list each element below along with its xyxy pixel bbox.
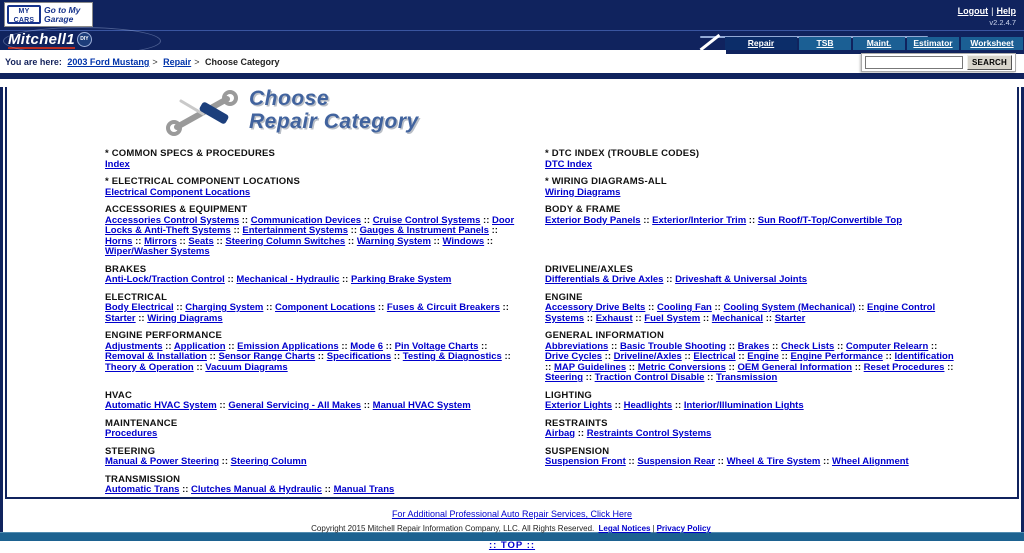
brand-name: Mitchell1	[8, 31, 75, 48]
category-link[interactable]: Adjustments	[105, 340, 163, 352]
link-separator: ::	[219, 456, 231, 467]
category-link[interactable]: Manual HVAC System	[372, 400, 471, 411]
link-separator: ::	[944, 361, 954, 373]
category-link[interactable]: Check Lists	[780, 340, 835, 352]
link-separator: ::	[769, 340, 781, 352]
link-separator: ::	[882, 351, 895, 362]
category-link[interactable]: Traction Control Disable	[594, 372, 705, 383]
category-section	[545, 293, 959, 325]
breadcrumb-vehicle-link[interactable]: 2003 Ford Mustang	[67, 57, 150, 67]
link-separator: ::	[602, 351, 614, 362]
category-link[interactable]: General Servicing - All Makes	[228, 400, 362, 411]
category-links	[105, 188, 519, 199]
breadcrumb-prefix: You are here:	[5, 57, 62, 67]
help-link[interactable]: Help	[996, 6, 1016, 16]
category-heading: ELECTRICAL	[105, 291, 168, 303]
category-section	[545, 177, 959, 198]
category-link[interactable]: Wiring Diagrams	[545, 186, 621, 198]
link-separator: ::	[345, 235, 357, 247]
link-separator: ::	[735, 351, 748, 362]
category-link[interactable]: Mechanical - Hydraulic	[236, 274, 340, 285]
link-separator: ::	[339, 274, 351, 285]
link-separator: ::	[315, 351, 327, 362]
link-separator: ::	[430, 235, 443, 247]
category-link[interactable]: Seats	[188, 235, 214, 247]
link-separator: ::	[852, 361, 864, 373]
category-heading: LIGHTING	[545, 389, 592, 401]
link-separator: ::	[321, 484, 334, 495]
link-separator: ::	[778, 351, 791, 362]
category-link[interactable]: Mirrors	[144, 235, 177, 247]
category-section	[105, 419, 519, 440]
page-body	[0, 87, 1024, 551]
category-heading: STEERING	[105, 445, 156, 457]
link-separator: ::	[640, 214, 653, 226]
link-separator: ::	[834, 340, 846, 352]
link-separator: ::	[763, 312, 775, 324]
additional-services-link[interactable]: For Additional Professional Auto Repair Services, Click Here	[391, 509, 633, 519]
license-plate-icon	[7, 5, 41, 24]
logout-link[interactable]: Logout	[957, 6, 989, 16]
category-link[interactable]: Differentials & Drive Axles	[545, 274, 664, 285]
go-to-garage-label: Go to My Garage	[44, 4, 81, 24]
category-link[interactable]: Driveshaft & Universal Joints	[675, 274, 808, 285]
category-link[interactable]: Automatic HVAC System	[105, 400, 217, 411]
content-box	[5, 87, 1019, 499]
link-separator: ::	[361, 400, 373, 411]
category-links	[545, 342, 959, 384]
session-links	[958, 6, 1016, 16]
category-link[interactable]: Steering Column	[230, 456, 307, 467]
category-link[interactable]: Automatic Trans	[105, 484, 180, 495]
category-section	[105, 331, 519, 384]
category-heading: ENGINE PERFORMANCE	[105, 330, 223, 341]
category-link[interactable]: Emission Applications	[237, 340, 339, 352]
category-heading: DRIVELINE/AXLES	[545, 263, 633, 275]
link-separator: ::	[173, 302, 186, 313]
category-link[interactable]: Wheel Alignment	[832, 456, 909, 467]
link-separator: ::	[700, 312, 712, 324]
category-section	[105, 391, 519, 412]
category-link[interactable]: Exterior/Interior Trim	[652, 214, 747, 226]
link-separator: ::	[179, 484, 192, 495]
category-section	[105, 293, 519, 325]
link-separator: ::	[135, 312, 148, 324]
category-links	[545, 275, 959, 286]
link-separator: ::	[626, 361, 638, 373]
breadcrumb-current: Choose Category	[204, 57, 280, 67]
diy-badge: DIY	[77, 32, 92, 47]
category-link[interactable]: Identification	[894, 351, 954, 362]
link-separator: ::	[545, 361, 554, 373]
header	[0, 0, 1024, 50]
category-links	[545, 303, 959, 324]
category-section	[545, 205, 959, 258]
category-link[interactable]: Horns	[105, 235, 133, 247]
category-links	[105, 485, 519, 496]
breadcrumb-repair-link[interactable]: Repair	[163, 57, 192, 67]
link-separator: ::	[820, 456, 832, 467]
breadcrumb-separator: >	[152, 57, 158, 67]
category-links	[105, 160, 519, 171]
link-separator: ::	[488, 225, 498, 236]
category-link[interactable]: Vacuum Diagrams	[205, 361, 288, 373]
category-heading: MAINTENANCE	[105, 417, 178, 429]
search-panel	[861, 53, 1016, 72]
link-separator: ::	[375, 302, 387, 313]
category-link[interactable]: Abbreviations	[545, 340, 609, 352]
privacy-policy-link[interactable]: Privacy Policy	[656, 524, 711, 533]
category-heading: HVAC	[105, 389, 133, 401]
link-separator: ::	[584, 312, 596, 324]
page-title-line2: Repair Category	[249, 110, 419, 133]
category-link[interactable]: Manual Trans	[333, 484, 395, 495]
category-links	[545, 160, 959, 171]
link-separator: ::	[213, 235, 226, 247]
category-link[interactable]: Exterior Lights	[545, 400, 613, 411]
category-link[interactable]: Door Locks & Anti-Theft Systems	[105, 214, 515, 236]
category-link[interactable]: Steering	[545, 372, 584, 383]
category-section	[105, 177, 519, 198]
category-link[interactable]: Windows	[442, 235, 485, 247]
category-links	[545, 216, 959, 227]
link-separator: ::	[608, 340, 620, 352]
category-link[interactable]: Communication Devices	[250, 214, 362, 226]
category-link[interactable]: Starter	[105, 312, 136, 324]
divider: |	[991, 6, 994, 16]
category-links	[105, 429, 519, 440]
link-separator: ::	[681, 351, 694, 362]
category-section	[105, 475, 519, 496]
category-heading: ENGINE	[545, 291, 583, 303]
tab-maint[interactable]: Maint.	[853, 37, 905, 50]
category-link[interactable]: Airbag	[545, 428, 576, 439]
category-link[interactable]: Application	[173, 340, 226, 352]
category-section	[545, 419, 959, 440]
link-separator: ::	[726, 340, 738, 352]
category-link[interactable]: Wiper/Washer Systems	[105, 246, 210, 257]
link-separator: ::	[216, 400, 229, 411]
search-input[interactable]	[865, 56, 963, 69]
link-separator: ::	[225, 340, 238, 352]
category-section	[105, 149, 519, 170]
category-section	[545, 149, 959, 170]
link-separator: ::	[132, 235, 145, 247]
category-link[interactable]: Interior/Illumination Lights	[683, 400, 804, 411]
tab-repair[interactable]: Repair	[725, 37, 797, 50]
category-section	[545, 447, 959, 468]
link-separator: ::	[478, 340, 488, 352]
category-link[interactable]: Parking Brake System	[350, 274, 452, 285]
category-link[interactable]: Engine Control Systems	[545, 302, 936, 324]
top-link[interactable]: :: TOP ::	[488, 540, 536, 551]
link-separator: ::	[632, 312, 645, 324]
category-link[interactable]: Computer Relearn	[845, 340, 929, 352]
my-cars-button[interactable]	[4, 2, 93, 27]
link-separator: ::	[672, 400, 684, 411]
tab-worksheet[interactable]: Worksheet	[961, 37, 1023, 50]
footer-divider: |	[652, 524, 655, 533]
link-separator: ::	[338, 340, 351, 352]
category-section	[545, 331, 959, 384]
link-separator: ::	[612, 400, 624, 411]
category-link[interactable]: Electrical Component Locations	[105, 186, 251, 198]
category-link[interactable]: Starter	[774, 312, 806, 324]
category-section	[545, 265, 959, 286]
category-link[interactable]: Engine	[747, 351, 779, 362]
category-link[interactable]: Restraints Control Systems	[586, 428, 712, 439]
category-link[interactable]: Steering Column Switches	[225, 235, 346, 247]
link-separator: ::	[501, 351, 511, 362]
band-divider	[0, 30, 1024, 31]
page-title	[249, 87, 419, 133]
category-link[interactable]: Sun Roof/T-Top/Convertible Top	[757, 214, 903, 226]
category-link[interactable]: Cruise Control Systems	[372, 214, 481, 226]
link-separator: ::	[714, 456, 727, 467]
category-link[interactable]: Metric Conversions	[637, 361, 726, 373]
category-links	[105, 457, 519, 468]
category-link[interactable]: Driveline/Axles	[613, 351, 682, 362]
link-separator: ::	[499, 302, 509, 313]
link-separator: ::	[348, 225, 360, 236]
tab-tsb[interactable]: TSB	[799, 37, 851, 50]
category-link[interactable]: Electrical	[693, 351, 736, 362]
category-heading: ACCESSORIES & EQUIPMENT	[105, 204, 248, 215]
category-heading: * DTC INDEX (TROUBLE CODES)	[545, 148, 700, 159]
nav-tabs	[725, 37, 1023, 50]
category-heading: TRANSMISSION	[105, 473, 181, 485]
link-separator: ::	[176, 235, 189, 247]
category-link[interactable]: Reset Procedures	[863, 361, 945, 373]
category-links	[105, 275, 519, 286]
category-links	[105, 342, 519, 374]
link-separator: ::	[193, 361, 206, 373]
category-link[interactable]: Drive Cycles	[545, 351, 603, 362]
category-link[interactable]: Fuel System	[644, 312, 701, 324]
category-link[interactable]: Component Locations	[275, 302, 376, 313]
category-link[interactable]: Pin Voltage Charts	[394, 340, 479, 352]
category-link[interactable]: Transmission	[716, 372, 778, 383]
category-links	[545, 457, 959, 468]
category-links	[545, 188, 959, 199]
breadcrumb-row	[0, 50, 1024, 73]
category-link[interactable]: Theory & Operation	[105, 361, 194, 373]
link-separator: ::	[855, 302, 868, 313]
category-heading: BODY & FRAME	[545, 204, 621, 215]
link-separator: ::	[663, 274, 676, 285]
link-separator: ::	[625, 456, 638, 467]
link-separator: ::	[263, 302, 275, 313]
category-link[interactable]: Manual & Power Steering	[105, 456, 220, 467]
category-section	[545, 391, 959, 412]
category-link[interactable]: Body Electrical	[105, 302, 174, 313]
category-link[interactable]: Cooling Fan	[656, 302, 712, 313]
category-link[interactable]: Gauges & Instrument Panels	[359, 225, 489, 236]
link-separator: ::	[704, 372, 717, 383]
copyright-text: Copyright 2015 Mitchell Repair Information Company, LLC. All Rights Reserved.	[311, 524, 595, 533]
version-label: v2.2.4.7	[989, 18, 1016, 27]
page-title-block	[165, 87, 1017, 139]
category-heading: GENERAL INFORMATION	[545, 330, 665, 341]
category-links	[105, 303, 519, 324]
link-separator: ::	[224, 274, 237, 285]
category-link[interactable]: Charging System	[185, 302, 264, 313]
tab-estimator[interactable]: Estimator	[907, 37, 959, 50]
category-link[interactable]: Exhaust	[595, 312, 633, 324]
link-separator: ::	[391, 351, 403, 362]
category-link[interactable]: Suspension Front	[545, 456, 626, 467]
category-link[interactable]: OEM General Information	[737, 361, 853, 373]
category-link[interactable]: Procedures	[105, 428, 158, 439]
category-link[interactable]: Warning System	[356, 235, 431, 247]
category-link[interactable]: Clutches Manual & Hydraulic	[191, 484, 322, 495]
link-separator: ::	[480, 214, 492, 226]
category-link[interactable]: Wheel & Tire System	[726, 456, 821, 467]
link-separator: ::	[484, 235, 494, 247]
category-section	[105, 265, 519, 286]
category-links	[105, 401, 519, 412]
page-title-line1: Choose	[249, 87, 330, 110]
category-link[interactable]: DTC Index	[545, 158, 592, 170]
link-separator: ::	[361, 214, 373, 226]
link-separator: ::	[583, 372, 595, 383]
category-link[interactable]: Entertainment Systems	[242, 225, 349, 236]
category-link[interactable]: Headlights	[623, 400, 673, 411]
category-link[interactable]: Wiring Diagrams	[147, 312, 223, 324]
categories-grid	[105, 149, 1017, 496]
category-heading: RESTRAINTS	[545, 417, 608, 429]
search-button[interactable]: SEARCH	[967, 55, 1012, 70]
link-separator: ::	[230, 225, 243, 236]
category-link[interactable]: Accessories Control Systems	[105, 214, 240, 226]
category-link[interactable]: Mode 6	[350, 340, 384, 352]
footer	[3, 499, 1021, 553]
link-separator: ::	[575, 428, 587, 439]
link-separator: ::	[383, 340, 395, 352]
category-link[interactable]: Engine Performance	[790, 351, 883, 362]
category-section	[105, 205, 519, 258]
category-link[interactable]: Mechanical	[711, 312, 764, 324]
category-heading: * ELECTRICAL COMPONENT LOCATIONS	[105, 176, 300, 187]
category-link[interactable]: MAP Guidelines	[553, 361, 627, 373]
content-top-rule	[0, 73, 1024, 79]
category-heading: * WIRING DIAGRAMS-ALL	[545, 176, 667, 187]
category-link[interactable]: Exterior Body Panels	[545, 214, 641, 226]
category-link[interactable]: Removal & Installation	[105, 351, 207, 362]
category-link[interactable]: Index	[105, 158, 130, 170]
link-separator: ::	[746, 214, 758, 226]
category-link[interactable]: Suspension Rear	[637, 456, 715, 467]
category-link[interactable]: Cooling System (Mechanical)	[723, 302, 856, 313]
category-link[interactable]: Fuses & Circuit Breakers	[386, 302, 500, 313]
category-links	[545, 401, 959, 412]
link-separator: ::	[239, 214, 251, 226]
category-link[interactable]: Basic Trouble Shooting	[619, 340, 727, 352]
category-links	[545, 429, 959, 440]
category-section	[545, 475, 959, 496]
category-link[interactable]: Accessory Drive Belts	[545, 302, 646, 313]
category-link[interactable]: Sensor Range Charts	[218, 351, 316, 362]
category-link[interactable]: Testing & Diagnostics	[402, 351, 502, 362]
legal-notices-link[interactable]: Legal Notices	[598, 524, 651, 533]
category-link[interactable]: Specifications	[326, 351, 392, 362]
category-link[interactable]: Brakes	[737, 340, 770, 352]
link-separator: ::	[725, 361, 738, 373]
link-separator: ::	[645, 302, 657, 313]
link-separator: ::	[162, 340, 174, 352]
category-section	[105, 447, 519, 468]
category-links	[105, 216, 519, 258]
category-heading: SUSPENSION	[545, 445, 610, 457]
link-separator: ::	[711, 302, 724, 313]
category-heading: * COMMON SPECS & PROCEDURES	[105, 148, 276, 159]
crossed-tools-icon	[165, 87, 239, 137]
link-separator: ::	[206, 351, 219, 362]
link-separator: ::	[928, 340, 938, 352]
my-cars-label: MY CARS	[13, 8, 35, 24]
category-link[interactable]: Anti-Lock/Traction Control	[105, 274, 225, 285]
footer-services-line	[3, 504, 1021, 522]
category-heading: BRAKES	[105, 263, 147, 275]
breadcrumb-separator: >	[194, 57, 200, 67]
